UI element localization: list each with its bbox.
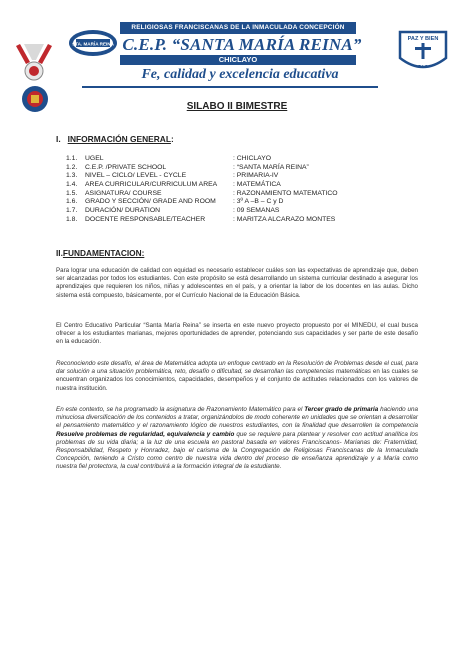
- info-label: NIVEL – CICLO/ LEVEL - CYCLE: [85, 172, 187, 180]
- motto: Fe, calidad y excelencia educativa: [141, 67, 339, 82]
- info-num: 1.6.: [66, 198, 78, 206]
- school-logo-icon: [68, 28, 118, 58]
- section-number: I.: [56, 134, 61, 144]
- page-title: SILABO II BIMESTRE: [186, 101, 288, 112]
- info-row: [66, 207, 338, 216]
- info-value: : MATEMÁTICA: [233, 181, 281, 189]
- info-num: 1.5.: [66, 189, 78, 197]
- paragraph-3-italic: Reconociendo este desafío, el área de Matemática adopta un enfoque centrado en la Resolución de Problemas desde el cual, para dar solución a una situación problemática, reto, desafío o dificultad, se desarrollan las competencias matemáticas: [56, 360, 418, 376]
- paragraph-2: El Centro Educativo Particular “Santa María Reina” se inserta en este nuevo proyecto propuesto por el MINEDU, el cual busca ofrecer a los estudiantes marianas, mejores oportunidades de aprender, potenciando sus capacidades y ser parte de este desafío en la educación.: [56, 322, 418, 346]
- info-num: 1.1.: [66, 155, 78, 162]
- info-row: [66, 181, 338, 190]
- section-colon: :: [170, 134, 174, 144]
- paragraph-1: Para lograr una educación de calidad con equidad es necesario establecer cuáles son las expectativas de aprendizaje que, deben ser alcanzadas por todos los estudiantes. Con este propósito se está desarrollando un sistema curricular destinado a asegurar los aprendizajes que requieren los niños, niñas y adolescentes en el país, y a orientar la labor de los docentes en las aulas. Dicho sistema está compuesto, básicamente, por el Currículo Nacional de la Educación Básica.: [56, 267, 418, 299]
- info-num: 1.8.: [66, 215, 78, 223]
- info-num: 1.7.: [66, 207, 78, 215]
- school-logo-text: STA. MARÍA REINA: [72, 41, 114, 47]
- info-value: : CHICLAYO: [233, 155, 272, 162]
- congregation-banner: RELIGIOSAS FRANCISCANAS DE LA INMACULADA CONCEPCIÓN: [120, 22, 356, 34]
- section-heading-general-info: [56, 134, 174, 144]
- paragraph-4: [56, 406, 418, 472]
- info-value: : MARITZA ALCARAZO MONTES: [233, 215, 336, 223]
- grade-highlight: Tercer grado de primaria: [304, 406, 379, 413]
- header-rule: [82, 86, 378, 88]
- section-label: FUNDAMENTACION:: [62, 248, 145, 258]
- section-label: INFORMACIÓN GENERAL: [67, 134, 171, 144]
- info-label: C.E.P. /PRIVATE SCHOOL: [85, 163, 167, 171]
- paragraph-4-part: En este contexto, se ha programado la asignatura de Razonamiento Matemático para el: [56, 406, 305, 413]
- competency-highlight: Resuelve problemas de regularidad, equivalencia y cambio: [56, 430, 235, 438]
- paz-text: PAZ Y BIEN: [407, 36, 439, 42]
- info-num: 1.4.: [66, 181, 78, 189]
- medal-icon: [14, 44, 54, 82]
- info-value: : “SANTA MARÍA REINA”: [233, 163, 309, 171]
- info-value: : RAZONAMIENTO MATEMATICO: [233, 189, 338, 197]
- city-bar: CHICLAYO: [120, 55, 356, 65]
- info-label: AREA CURRICULAR/CURRICULUM AREA: [85, 181, 218, 189]
- info-label: GRADO Y SECCIÓN/ GRADE AND ROOM: [85, 198, 216, 206]
- general-info-list: [66, 155, 338, 225]
- info-value: : PRIMARIA-IV: [233, 172, 279, 180]
- info-num: 1.2.: [66, 163, 78, 171]
- section-number: II.: [56, 248, 63, 258]
- info-label: DURACIÓN/ DURATION: [85, 207, 161, 215]
- paragraph-4-part: haciendo una minuciosa diversificación de los contenidos a tratar, organizándolos de modo coherente en unidades que se orientan a desarrollar el pensamiento matemático y el razonamiento lógico de nuestros estudiantes, con la finalidad que desarrollen la competencia: [56, 406, 418, 430]
- info-row: [66, 164, 338, 173]
- info-num: 1.3.: [66, 172, 78, 180]
- info-row: [66, 216, 338, 225]
- paz-y-bien-icon: [396, 28, 450, 76]
- info-value: : 09 SEMANAS: [233, 207, 280, 215]
- paragraph-4-part: que se requiere para plantear y resolver con actitud analítica los problemas de su vida diaria; a la luz de una escuela en pastoral basada en valores Franciscanos- Marianas de: Fraternidad, Responsabilidad, Respeto y Honradez, bajo el carisma de la Congregación de Religiosas Franciscanas de la Inmaculada Concepción, teniendo a Cristo como centro de nuestra vida dentro del proceso de enseñanza aprendizaje y a María como nuestra fiel protectora, la cual contribuirá a la formación integral de la estudiante.: [56, 430, 418, 471]
- info-row: [66, 172, 338, 181]
- school-name: C.E.P. “SANTA MARÍA REINA”: [122, 35, 362, 54]
- paragraph-3-rest: en las cuales se encuentran organizados los conocimientos, capacidades, desempeños y el conjunto de actitudes relacionados con los valores de nuestra institución.: [56, 368, 418, 392]
- info-label: UGEL: [85, 155, 104, 162]
- info-label: ASIGNATURA/ COURSE: [85, 189, 162, 197]
- info-label: DOCENTE RESPONSABLE/TEACHER: [85, 215, 206, 223]
- info-row: [66, 198, 338, 207]
- info-value: : 3º A –B – C y D: [233, 198, 284, 206]
- fic-text: F I C: [418, 64, 428, 69]
- paragraph-3: [56, 360, 418, 393]
- info-row: [66, 155, 338, 164]
- section-heading-fundamentacion: [56, 248, 144, 258]
